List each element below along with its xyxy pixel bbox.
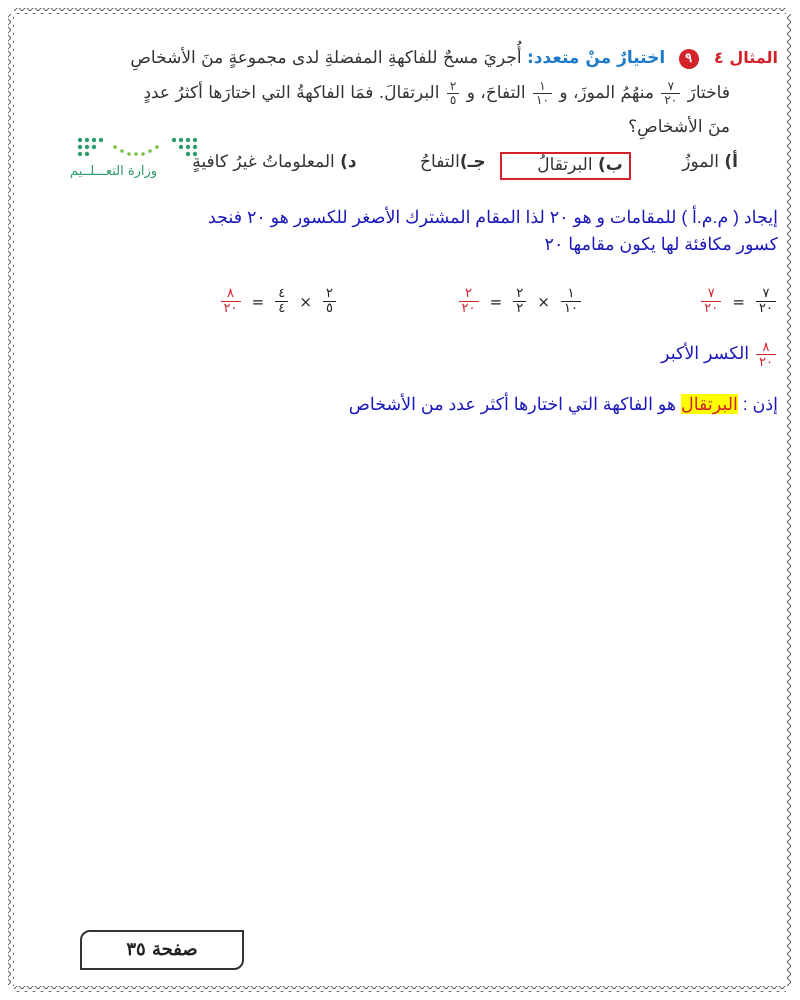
question-line-1 [130, 48, 778, 69]
question-text: أُجريَ مسحٌ للفاكهةِ المفضلةِ لدى مجموعةٍ منَ الأشخاصِ [130, 48, 522, 68]
question-title: اختيارٌ منْ متعدد: [527, 48, 666, 68]
equation-bananas: $\frac{٧}{٢٠}$ = $\frac{٧}{٢٠}$ [699, 287, 778, 316]
largest-fraction: $\frac{٨}{٢٠}$ [756, 340, 776, 369]
equations-row [38, 287, 778, 337]
choice-c: جـ)التفاحُ [420, 152, 486, 172]
fraction-bananas: $\frac{٧}{٢٠}$ [661, 80, 680, 107]
question-number-badge: ٩ [679, 49, 699, 69]
choice-b-selected: ب) البرتقالُ [500, 152, 631, 180]
example-label: المثال ٤ [714, 48, 778, 67]
page-number-box: صفحة ٣٥ [80, 930, 244, 970]
logo-text: وزارة التعـــلــيم [70, 164, 158, 179]
choice-d: د) المعلوماتُ غيرُ كافيةٍ [192, 152, 357, 172]
answer-choices [178, 152, 738, 180]
equation-apples: $\frac{٢}{٢٠}$ = $\frac{٢}{٢}$ × $\frac{١}{١٠}$ [457, 287, 583, 316]
choice-a: أ) الموزُ [682, 152, 738, 172]
fraction-apples: $\frac{١}{١٠}$ [533, 80, 552, 107]
conclusion-line: إذن : البرتقال هو الفاكهة التي اختارها أكثر عدد من الأشخاص [348, 394, 778, 414]
equation-oranges: $\frac{٨}{٢٠}$ = $\frac{٤}{٤}$ × $\frac{٢}{٥}$ [219, 287, 338, 316]
question-line-2: فاختارَ $\frac{٧}{٢٠}$ منهُمُ الموزَ، و $\frac{١}{١٠}$ التفاحَ، و $\frac{٢}{٥}$ البرتقالَ. فمَا الفاكهةُ التي اختارَها أكثرُ عددٍ [143, 79, 730, 107]
question-line-3: منَ الأشخاصِ؟ [628, 117, 730, 137]
solution-line-1: إيجاد ( م.م.أ ) للمقامات و هو ٢٠ لذا المقام المشترك الأصغر للكسور هو ٢٠ فنجد [207, 207, 778, 227]
solution-line-2: كسور مكافئة لها يكون مقامها ٢٠ [544, 234, 778, 254]
answer-highlight: البرتقال [680, 394, 738, 414]
largest-fraction-line: $\frac{٨}{٢٠}$ الكسر الأكبر [661, 340, 778, 369]
fraction-oranges: $\frac{٢}{٥}$ [447, 80, 459, 107]
